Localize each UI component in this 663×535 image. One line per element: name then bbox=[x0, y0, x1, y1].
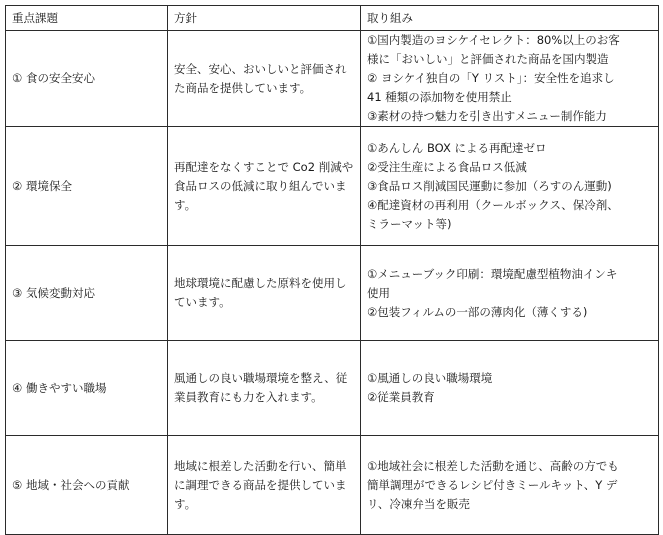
header-row bbox=[6, 6, 659, 31]
action-line: 様に「おいしい」と評価された商品を国内製造 bbox=[367, 52, 609, 66]
priority-issues-table bbox=[5, 5, 659, 535]
action-line: ①風通しの良い職場環境 bbox=[367, 371, 493, 385]
action-line: ②包装フィルムの一部の薄肉化（薄くする) bbox=[367, 304, 588, 319]
policy-cell: 地球環境に配慮した原料を使用しています。 bbox=[168, 246, 361, 341]
table-row bbox=[6, 31, 659, 127]
header-theme: 重点課題 bbox=[6, 6, 168, 31]
theme-cell: ⑤ 地域・社会への貢献 bbox=[6, 436, 168, 535]
theme-cell: ① 食の安全安心 bbox=[6, 31, 168, 127]
actions-cell bbox=[361, 31, 659, 127]
action-line: ①あんしん BOX による再配達ゼロ bbox=[367, 140, 547, 155]
action-line: 使用 bbox=[367, 285, 390, 300]
action-line: ②受注生産による食品ロス低減 bbox=[367, 159, 527, 174]
policy-cell: 風通しの良い職場環境を整え、従業員教育にも力を入れます。 bbox=[168, 341, 361, 436]
table-row bbox=[6, 341, 659, 436]
actions-cell bbox=[361, 246, 659, 341]
actions-cell bbox=[361, 127, 659, 246]
table-row bbox=[6, 127, 659, 246]
action-line: ②従業員教育 bbox=[367, 390, 435, 404]
table-row bbox=[6, 436, 659, 535]
action-line: ①メニューブック印刷：環境配慮型植物油インキ bbox=[367, 266, 618, 281]
theme-cell: ③ 気候変動対応 bbox=[6, 246, 168, 341]
actions-cell bbox=[361, 341, 659, 436]
action-line: ミラーマット等) bbox=[367, 216, 452, 231]
policy-cell: 安全、安心、おいしいと評価された商品を提供しています。 bbox=[168, 31, 361, 127]
action-line: ①国内製造のヨシケイセレクト：80%以上のお客 bbox=[367, 33, 620, 47]
action-line: リ、冷凍弁当を販売 bbox=[367, 496, 470, 511]
actions-cell bbox=[361, 436, 659, 535]
policy-cell: 地域に根差した活動を行い、簡単に調理できる商品を提供しています。 bbox=[168, 436, 361, 535]
action-line: 41 種類の添加物を使用禁止 bbox=[367, 90, 512, 104]
theme-cell: ④ 働きやすい職場 bbox=[6, 341, 168, 436]
header-policy: 方針 bbox=[168, 6, 361, 31]
theme-cell: ② 環境保全 bbox=[6, 127, 168, 246]
header-actions: 取り組み bbox=[361, 6, 659, 31]
action-line: 簡単調理ができるレシピ付きミールキット、Y デ bbox=[367, 477, 618, 492]
action-line: ③食品ロス削減国民運動に参加（ろすのん運動) bbox=[367, 178, 612, 193]
action-line: ④配達資材の再利用（クールボックス、保冷剤、 bbox=[367, 197, 619, 212]
action-line: ③素材の持つ魅力を引き出すメニュー制作能力 bbox=[367, 109, 607, 123]
action-line: ①地域社会に根差した活動を通じ、高齢の方でも bbox=[367, 458, 619, 473]
action-line: ② ヨシケイ独自の「Y リスト」：安全性を追求し bbox=[367, 71, 615, 85]
table-row bbox=[6, 246, 659, 341]
policy-cell: 再配達をなくすことで Co2 削減や食品ロスの低減に取り組んでいます。 bbox=[168, 127, 361, 246]
